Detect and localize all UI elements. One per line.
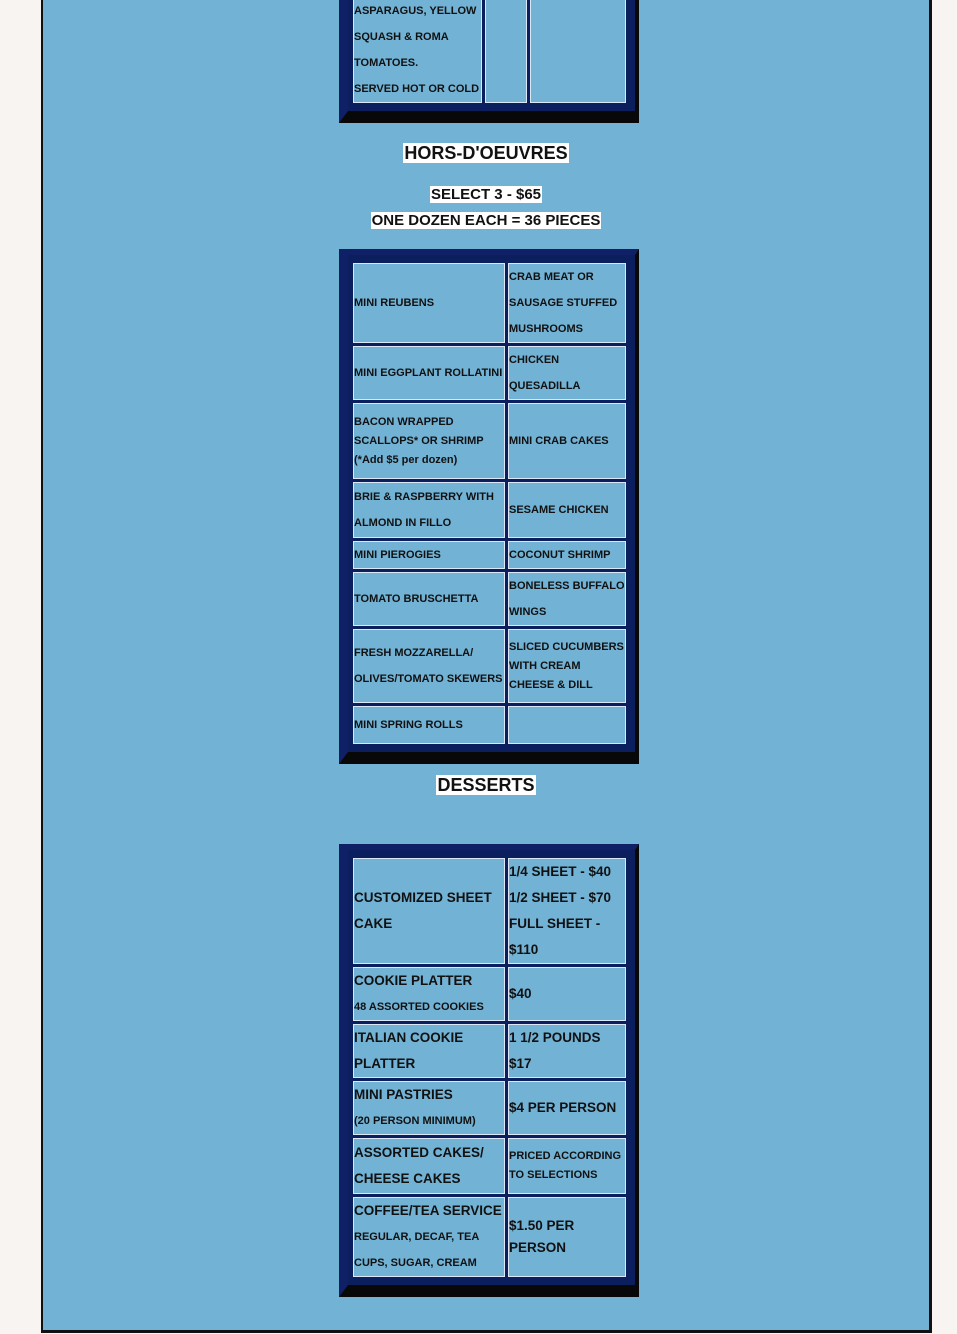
dessert-name: COOKIE PLATTER	[354, 973, 473, 988]
entree-cell-description	[353, 0, 482, 103]
hors-dozen-line: ONE DOZEN EACH = 36 PIECES	[371, 212, 601, 229]
table-row	[353, 1081, 626, 1135]
hors-doeuvres-title: HORS-D'OEUVRES	[404, 143, 568, 163]
entree-cell-empty	[485, 0, 527, 103]
table-row	[353, 541, 626, 569]
table-row	[353, 263, 626, 343]
dessert-price: PRICED ACCORDING TO SELECTIONS	[508, 1138, 626, 1194]
hors-item-label: BACON WRAPPED SCALLOPS* OR SHRIMP	[354, 415, 484, 447]
entree-line: TOMATOES.	[354, 57, 419, 69]
entree-line: ASPARAGUS, YELLOW	[354, 5, 477, 17]
hors-item: SLICED CUCUMBERS WITH CREAM CHEESE & DILL	[508, 629, 626, 703]
hors-item: BONELESS BUFFALO WINGS	[508, 572, 626, 626]
entree-line: SERVED HOT OR COLD	[354, 83, 480, 95]
dessert-detail: REGULAR, DECAF, TEA CUPS, SUGAR, CREAM	[354, 1231, 479, 1269]
table-row	[353, 858, 626, 964]
dessert-price: 1/4 SHEET - $40 1/2 SHEET - $70 FULL SHEET - $110	[508, 858, 626, 964]
dessert-cell	[353, 967, 505, 1021]
table-row	[353, 967, 626, 1021]
table-row	[353, 706, 626, 744]
table-row	[353, 1197, 626, 1277]
dessert-price: $4 PER PERSON	[508, 1081, 626, 1135]
table-row	[353, 346, 626, 400]
hors-doeuvres-panel	[339, 249, 639, 764]
hors-item: FRESH MOZZARELLA/ OLIVES/TOMATO SKEWERS	[353, 629, 505, 703]
entree-table	[350, 0, 629, 106]
hors-item-note: (*Add $5 per dozen)	[354, 453, 458, 466]
entree-table-panel	[339, 0, 639, 123]
dessert-cell	[353, 1081, 505, 1135]
desserts-table	[350, 855, 629, 1280]
hors-item: MINI PIEROGIES	[353, 541, 505, 569]
desserts-title: DESSERTS	[437, 775, 535, 795]
page-frame	[41, 0, 932, 1333]
dessert-price: $1.50 PER PERSON	[508, 1197, 626, 1277]
hors-item: TOMATO BRUSCHETTA	[353, 572, 505, 626]
hors-item: MINI SPRING ROLLS	[353, 706, 505, 744]
hors-item: CRAB MEAT OR SAUSAGE STUFFED MUSHROOMS	[508, 263, 626, 343]
dessert-name: COFFEE/TEA SERVICE	[354, 1203, 502, 1218]
table-row	[353, 629, 626, 703]
dessert-price: 1 1/2 POUNDS $17	[508, 1024, 626, 1078]
hors-item: SESAME CHICKEN	[508, 482, 626, 538]
table-row	[353, 482, 626, 538]
hors-select-line: SELECT 3 - $65	[430, 186, 542, 203]
hors-item: CHICKEN QUESADILLA	[508, 346, 626, 400]
dessert-name: ASSORTED CAKES/ CHEESE CAKES	[353, 1138, 505, 1194]
dessert-cell	[353, 1197, 505, 1277]
hors-item: BRIE & RASPBERRY WITH ALMOND IN FILLO	[353, 482, 505, 538]
entree-cell-empty	[530, 0, 626, 103]
table-row	[353, 1024, 626, 1078]
table-row	[353, 403, 626, 479]
hors-item: MINI EGGPLANT ROLLATINI	[353, 346, 505, 400]
hors-item	[508, 706, 626, 744]
hors-item: MINI CRAB CAKES	[508, 403, 626, 479]
hors-item: COCONUT SHRIMP	[508, 541, 626, 569]
hors-item-bacon	[353, 403, 505, 479]
dessert-name: ITALIAN COOKIE PLATTER	[353, 1024, 505, 1078]
dessert-name: CUSTOMIZED SHEET CAKE	[353, 858, 505, 964]
table-row	[353, 572, 626, 626]
hors-item: MINI REUBENS	[353, 263, 505, 343]
hors-doeuvres-table	[350, 260, 629, 747]
dessert-detail: 48 ASSORTED COOKIES	[354, 1001, 484, 1013]
table-row	[353, 1138, 626, 1194]
dessert-name: MINI PASTRIES	[354, 1087, 453, 1102]
dessert-detail: (20 PERSON MINIMUM)	[354, 1115, 476, 1127]
entree-line: SQUASH & ROMA	[354, 31, 449, 43]
dessert-price: $40	[508, 967, 626, 1021]
desserts-panel	[339, 844, 639, 1297]
